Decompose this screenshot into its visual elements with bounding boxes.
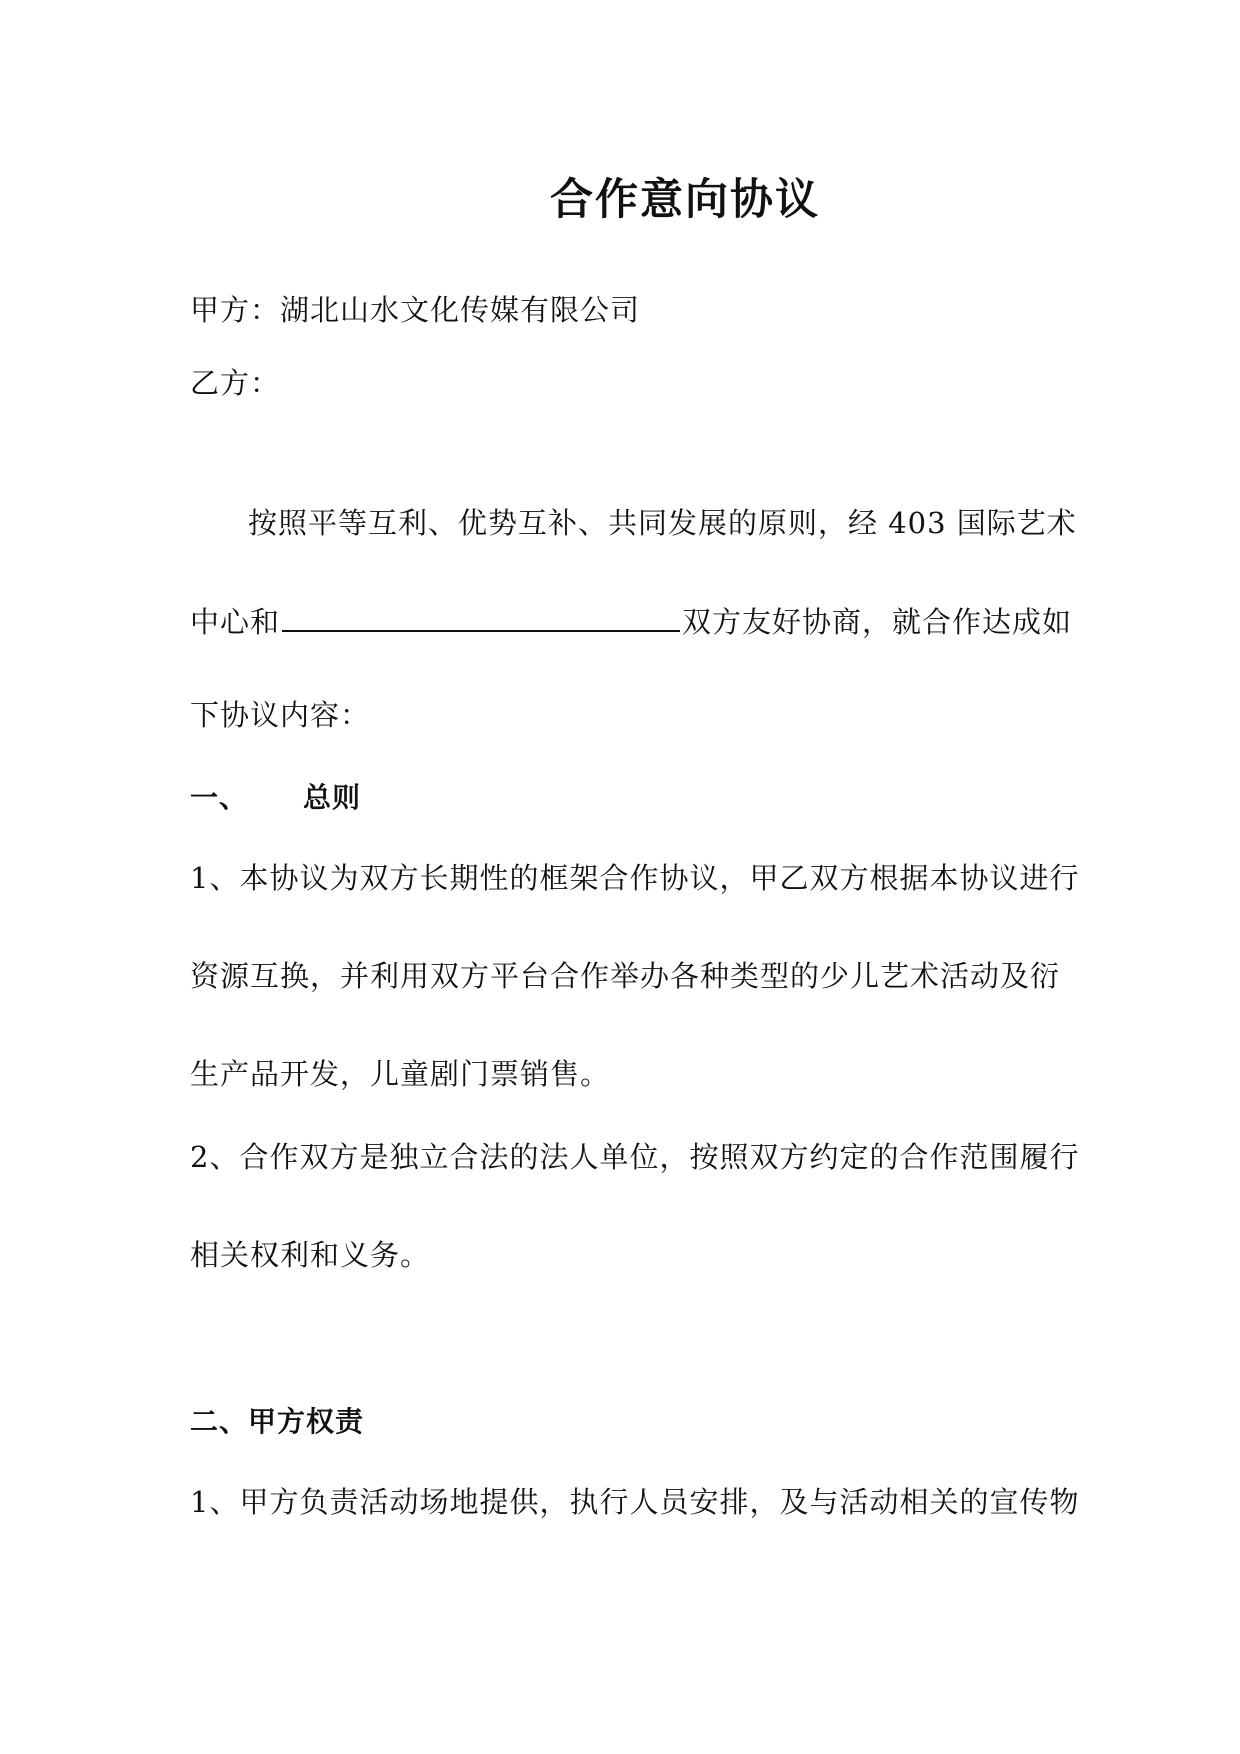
intro-line-2-suffix: 双方友好协商，就合作达成如 — [682, 605, 1073, 639]
intro-line-2 — [190, 600, 1072, 642]
section-1-item-1-line-3: 生产品开发，儿童剧门票销售。 — [190, 1057, 611, 1091]
intro-line-3: 下协议内容： — [190, 698, 371, 732]
fill-in-blank[interactable] — [282, 600, 680, 632]
section-2-item-1-line-1: 1、甲方负责活动场地提供，执行人员安排，及与活动相关的宣传物 — [190, 1485, 1080, 1519]
section-2-heading: 二、甲方权责 — [190, 1405, 365, 1438]
intro-line-1: 按照平等互利、优势互补、共同发展的原则，经 403 国际艺术 — [248, 506, 1077, 540]
party-b-line: 乙方： — [190, 366, 281, 400]
section-1-item-2-line-2: 相关权利和义务。 — [190, 1238, 431, 1272]
intro-line-2-prefix: 中心和 — [190, 605, 281, 639]
party-a-line: 甲方：湖北山水文化传媒有限公司 — [190, 293, 641, 327]
document-title: 合作意向协议 — [550, 175, 820, 225]
section-1-item-1-line-2: 资源互换，并利用双方平台合作举办各种类型的少儿艺术活动及衍 — [190, 959, 1061, 993]
section-1-title: 总则 — [303, 781, 362, 814]
section-1-number: 一、 — [190, 781, 249, 814]
section-1-heading — [190, 778, 361, 818]
section-1-item-1-line-1: 1、本协议为双方长期性的框架合作协议，甲乙双方根据本协议进行 — [190, 861, 1080, 895]
section-1-item-2-line-1: 2、合作双方是独立合法的法人单位，按照双方约定的合作范围履行 — [190, 1140, 1080, 1174]
